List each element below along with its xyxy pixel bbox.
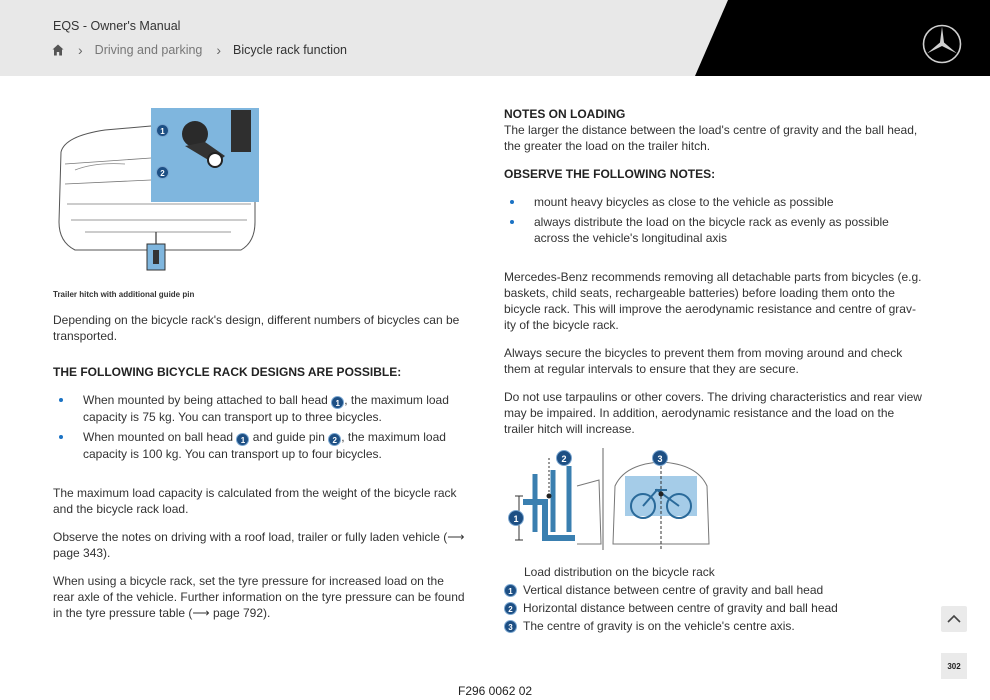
left-content [53,312,468,621]
list-item: always distribute the load on the bicycle rack as evenly as possible across the vehicle's longitudinal axis [504,214,922,246]
marker-1: 1 [236,433,249,446]
figure-caption: Trailer hitch with additional guide pin [53,290,195,299]
home-icon[interactable] [52,44,64,56]
tyre-pressure-paragraph: When using a bicycle rack, set the tyre pressure for increased load on the rear axle of the vehicle. Further information on the tyre pressure can be found in the tyre pressure table (⟶ page 792). [53,574,465,620]
marker-2: 2 [156,166,169,179]
legend-item: 3 The centre of gravity is on the vehicle's centre axis. [504,617,924,635]
legend-item: 1 Vertical distance between centre of gravity and ball head [504,581,924,599]
loading-paragraph: The larger the distance between the load's centre of gravity and the ball head, the greater the load on the trailer hitch. [504,123,918,153]
chevron-right-icon: › [78,42,83,58]
secure-bicycles-paragraph: Always secure the bicycles to prevent them from moving around and check them at regular intervals to ensure that they are secure. [504,346,903,376]
header [0,0,990,76]
load-distribution-illustration [505,446,715,554]
list-item: When mounted on ball head 1 and guide pin 2 , the maximum load capacity is 100 kg. You can transport up to four bicycles. [53,429,468,462]
breadcrumb [52,42,347,58]
designs-list [53,392,468,462]
intro-paragraph: Depending on the bicycle rack's design, different numbers of bicycles can be transported. [53,313,460,343]
marker-2: 2 [328,433,341,446]
manual-title: EQS - Owner's Manual [53,19,181,33]
marker-1: 1 [504,584,517,597]
page-number-button[interactable]: 302 [941,653,967,679]
legend [504,581,924,635]
marker-1: 1 [156,124,169,137]
marker-1: 1 [331,396,344,409]
roof-load-paragraph: Observe the notes on driving with a roof load, trailer or fully laden vehicle (⟶ page 343). [53,530,465,560]
marker-3: 3 [652,450,668,466]
list-item: mount heavy bicycles as close to the vehicle as possible [504,194,922,210]
list-item: When mounted by being attached to ball head 1 , the maximum load capacity is 75 kg. You can transport up to three bicycles. [53,392,468,425]
marker-2: 2 [504,602,517,615]
figure-code: F296 0062 02 [458,684,533,698]
observe-heading: OBSERVE THE FOLLOWING NOTES: [504,167,716,181]
breadcrumb-driving-and-parking[interactable]: Driving and parking [94,43,203,57]
legend-title: Load distribution on the bicycle rack [524,565,715,579]
designs-heading: THE FOLLOWING BICYCLE RACK DESIGNS ARE POSSIBLE: [53,365,402,379]
marker-1: 1 [508,510,524,526]
covers-paragraph: Do not use tarpaulins or other covers. The driving characteristics and rear view may be impaired. In addition, aerodynamic resistance and the load on the trailer hitch will increase. [504,390,922,436]
right-content [504,106,922,437]
chevron-right-icon: › [216,42,222,58]
chevron-up-icon [947,614,961,624]
detachable-parts-paragraph: Mercedes-Benz recommends removing all detachable parts from bicycles (e.g. baskets, child seats, rechargeable batteries) before loading them onto the bicycle rack. This will improve the aerodynamic resistance and centre of grav-ity of the bicycle rack. [504,270,922,332]
marker-2: 2 [556,450,572,466]
marker-3: 3 [504,620,517,633]
capacity-paragraph: The maximum load capacity is calculated from the weight of the bicycle rack and the bicycle rack load. [53,486,457,516]
breadcrumb-bicycle-rack-function: Bicycle rack function [233,43,347,57]
scroll-to-top-button[interactable] [941,606,967,632]
observe-list [504,194,922,246]
mercedes-star-logo[interactable] [921,23,963,65]
loading-heading: NOTES ON LOADING [504,107,626,121]
legend-item: 2 Horizontal distance between centre of gravity and ball head [504,599,924,617]
